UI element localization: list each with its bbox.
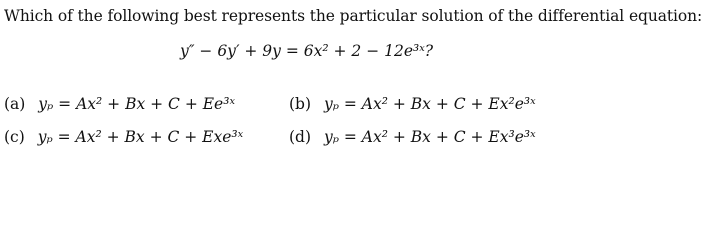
choice-expression: yₚ = Ax² + Bx + C + Ex²e³ˣ: [323, 95, 536, 113]
choice-label: (b): [289, 95, 312, 113]
answer-choice-c[interactable]: [4, 128, 243, 146]
choice-label: (d): [289, 128, 312, 146]
answer-choice-a[interactable]: [4, 95, 235, 113]
choice-expression: yₚ = Ax² + Bx + C + Ee³ˣ: [38, 95, 235, 113]
answer-choice-b[interactable]: [289, 95, 536, 113]
differential-equation: y″ − 6y′ + 9y = 6x² + 2 − 12e³ˣ?: [179, 42, 434, 60]
choice-expression: yₚ = Ax² + Bx + C + Ex³e³ˣ: [323, 128, 536, 146]
answer-choice-d[interactable]: [289, 128, 536, 146]
choice-label: (a): [4, 95, 26, 113]
question-prompt: Which of the following best represents the particular solution of the differential equation:: [4, 7, 702, 25]
choice-expression: yₚ = Ax² + Bx + C + Exe³ˣ: [37, 128, 244, 146]
choice-label: (c): [4, 128, 25, 146]
